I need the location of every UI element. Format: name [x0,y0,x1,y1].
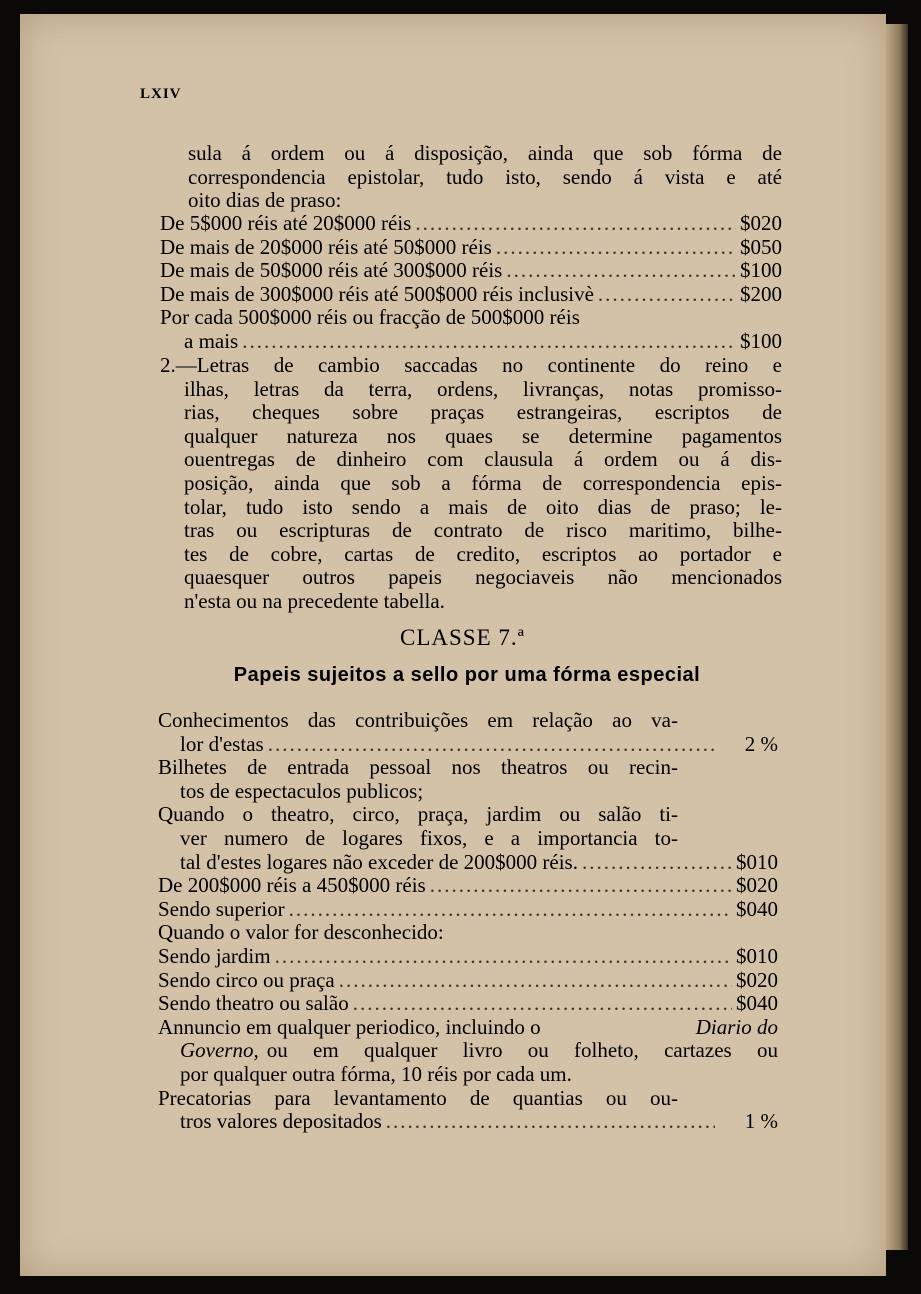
item-line: Conhecimentos das contribuições em relação ao va- [158,708,678,732]
item-line: tos de espectaculos publicos; [180,778,424,803]
rate-value: $010 [736,943,778,968]
item-line: Quando o theatro, circo, praça, jardim ou salão ti- [158,802,678,827]
rate-label: De mais de 50$000 réis até 300$000 réis [160,258,503,283]
rate-label: De mais de 300$000 réis até 500$000 réis inclusivè [160,281,594,306]
rate-label: lor d'estas [180,731,264,756]
rate-row [160,212,782,236]
item-line: Quando o valor for desconhecido: [158,920,444,945]
leader-dots [289,898,732,922]
item-line: quaesquer outros papeis negociaveis não mencionados [184,565,782,590]
rate-row [158,733,778,757]
annuncio-italic: Governo, [180,1038,259,1063]
item-line: n'esta ou na precedente tabella. [184,588,445,613]
class-subheading: Papeis sujeitos a sello por uma fórma especial [233,664,701,686]
leader-dots [386,1110,715,1134]
item-2-paragraph [160,354,782,614]
rate-row [158,1110,778,1134]
item-line: 2.—Letras de cambio saccadas no continente do reino e [160,353,782,377]
intro-line: correspondencia epistolar, tudo isto, sendo á vista e até [188,164,782,189]
rate-label: tros valores depositados [180,1109,382,1134]
rate-label: tal d'estes logares não exceder de 200$000 réis. [180,849,578,874]
rate-row [158,945,778,969]
rate-value: $020 [736,873,778,898]
annuncio-line-3: por qualquer outra fórma, 10 réis por cada um. [180,1061,572,1086]
leader-dots [275,945,732,969]
rate-value: 1 % [744,1109,778,1134]
rate-label: De mais de 20$000 réis até 50$000 réis [160,234,492,259]
rate-row [158,992,778,1016]
leader-dots [430,874,732,898]
rate-label: Sendo circo ou praça [158,967,335,992]
leader-dots [496,236,736,260]
leader-dots [339,969,732,993]
rate-label: Sendo superior [158,896,285,921]
leader-dots [415,212,736,236]
annuncio-text: ou em qualquer livro ou folheto, cartazes ou [266,1038,778,1063]
page-edge [886,24,908,1250]
item-line: tras ou escripturas de contrato de risco maritimo, bilhe- [184,518,782,543]
rate-value: $040 [736,991,778,1016]
rate-label: De 5$000 réis até 20$000 réis [160,211,412,235]
rate-value: $010 [736,849,778,874]
item-line: ouentregas de dinheiro com clausula á ordem ou á dis- [184,447,782,472]
rate-value: $020 [736,967,778,992]
rate-row [160,259,782,283]
item-line: qualquer natureza nos quaes se determine pagamentos [184,423,782,448]
item-line: tolar, tudo isto sendo a mais de oito dias de praso; le- [184,494,782,519]
rate-label: a mais [184,328,239,353]
rate-row [160,283,782,307]
leader-dots [582,851,732,875]
rate-row [158,898,778,922]
annuncio-text: Annuncio em qualquer periodico, incluindo o [158,1014,541,1039]
page-number: LXIV [140,86,182,102]
intro-line: oito dias de praso: [188,188,342,213]
item-line: ilhas, letras da terra, ordens, livranças, notas promisso- [184,376,782,401]
rate-label: De 200$000 réis a 450$000 réis [158,873,426,898]
rate-row [160,330,782,354]
rate-value: $050 [740,234,782,259]
leader-dots [242,330,736,354]
rate-label: Sendo jardim [158,943,271,968]
class-heading: CLASSE 7.ª [400,625,525,650]
annuncio-line-1 [158,1016,778,1040]
item-line: Bilhetes de entrada pessoal nos theatros ou recin- [158,755,678,780]
leader-dots [598,283,736,307]
rate-value: 2 % [744,731,778,756]
rate-value: $100 [740,258,782,283]
rate-row [158,874,778,898]
leader-dots [353,992,732,1016]
each-line: Por cada 500$000 réis ou fracção de 500$000 réis [160,305,580,330]
item-line: rias, cheques sobre praças estrangeiras, escriptos de [184,400,782,425]
class-7-list [158,709,778,1134]
intro-paragraph [188,142,782,213]
annuncio-italic: Diario do [695,1014,778,1039]
item-line: tes de cobre, cartas de credito, escriptos ao portador e [184,541,782,566]
rate-row [160,236,782,260]
rate-row [158,851,778,875]
rate-value: $020 [740,211,782,235]
rate-value: $040 [736,896,778,921]
item-line: posição, ainda que sob a fórma de correspondencia epis- [184,470,782,495]
leader-dots [506,259,736,283]
rate-value: $100 [740,328,782,353]
leader-dots [268,733,715,757]
rates-table-1 [160,212,782,354]
item-line: Precatorias para levantamento de quantias ou ou- [158,1085,678,1110]
rate-value: $200 [740,281,782,306]
annuncio-line-2 [158,1039,778,1063]
intro-line: sula á ordem ou á disposição, ainda que sob fórma de [188,141,782,165]
rate-row [158,969,778,993]
item-line: ver numero de logares fixos, e a importancia to- [180,825,678,850]
rate-label: Sendo theatro ou salão [158,991,349,1016]
